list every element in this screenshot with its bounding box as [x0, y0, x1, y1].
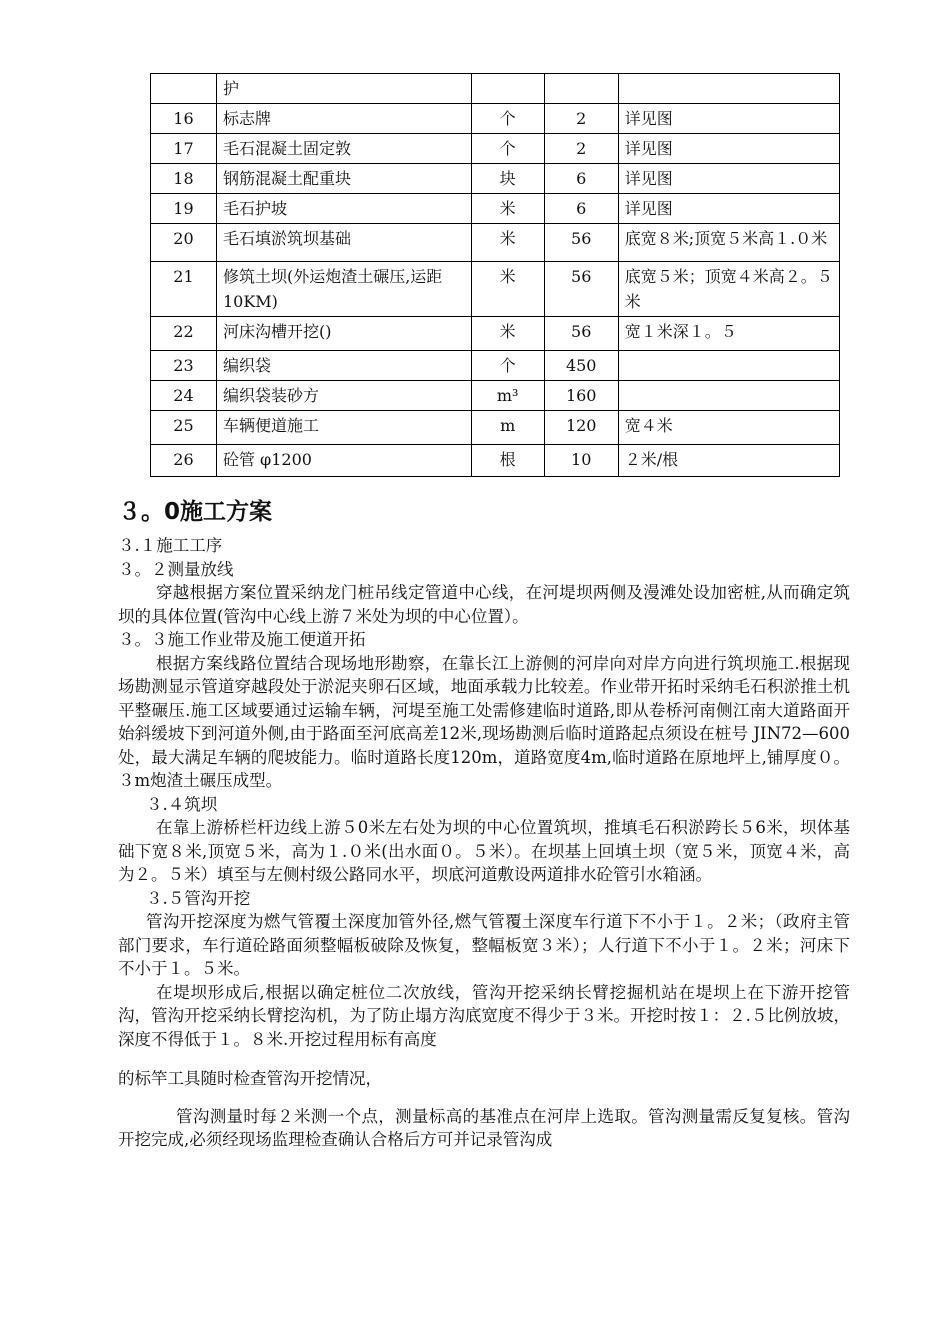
- item-quantity-cell: 6: [544, 194, 618, 224]
- item-quantity-cell: 56: [544, 317, 618, 351]
- section-3-2-title: ３。２测量放线: [118, 559, 234, 579]
- item-number-cell: 16: [151, 104, 217, 134]
- section-3-5-paragraph-1: 管沟开挖深度为燃气管覆土深度加管外径,燃气管覆土深度车行道下不小于１。２米；（政府主管部门要求，车行道砼路面须整幅板破除及恢复，整幅板宽３米）；人行道下不小于１。２米；河床下不小于１。５米。: [118, 912, 850, 978]
- item-quantity-cell: 56: [544, 262, 618, 317]
- item-unit-cell: 米: [471, 224, 544, 262]
- item-name-cell: 护: [216, 74, 471, 104]
- table-row: [151, 351, 840, 381]
- item-quantity-cell: 120: [544, 411, 618, 445]
- section-3-5-title: ３.５管沟开挖: [146, 888, 251, 908]
- materials-table-body: [151, 74, 840, 477]
- item-unit-cell: m: [471, 411, 544, 445]
- section-3-5-paragraph-2: 在堤坝形成后,根据以确定桩位二次放线，管沟开挖采纳长臂挖掘机站在堤坝上在下游开挖管沟，管沟开挖采纳长臂挖沟机，为了防止塌方沟底宽度不得少于３米。开挖时按１：２.５比例放坡，深度不得低于１。８米.开挖过程用标有高度: [118, 982, 850, 1049]
- item-note-cell: 详见图: [618, 104, 839, 134]
- item-unit-cell: 个: [471, 104, 544, 134]
- item-number-cell: [151, 74, 217, 104]
- item-note-cell: [618, 74, 839, 104]
- section-heading: ３。0施工方案: [118, 499, 273, 525]
- item-unit-cell: 根: [471, 445, 544, 477]
- item-unit-cell: [471, 74, 544, 104]
- item-unit-cell: 个: [471, 134, 544, 164]
- section-3-4-paragraph: 在靠上游桥栏杆边线上游５0米左右处为坝的中心位置筑坝，推填毛石积淤跨长５6米，坝体基础下宽８米,顶宽５米，高为１.０米(出水面０。５米）。在坝基上回填土坝（宽５米，顶宽４米，高为２。５米）填至与左侧村级公路同水平，坝底河道敷设两道排水砼管引水箱涵。: [118, 818, 850, 884]
- item-quantity-cell: 6: [544, 164, 618, 194]
- table-row: [151, 262, 840, 317]
- item-name-cell: 编织袋装砂方: [216, 381, 471, 411]
- item-number-cell: 20: [151, 224, 217, 262]
- item-number-cell: 23: [151, 351, 217, 381]
- item-unit-cell: 个: [471, 351, 544, 381]
- section-3-1-title: ３.１施工工序: [118, 536, 223, 555]
- materials-table: [150, 73, 840, 477]
- item-name-cell: 砼管 φ1200: [216, 445, 471, 477]
- item-quantity-cell: 450: [544, 351, 618, 381]
- item-unit-cell: 米: [471, 317, 544, 351]
- item-note-cell: ２米/根: [618, 445, 839, 477]
- item-note-cell: [618, 351, 839, 381]
- document-body: [118, 494, 850, 1152]
- table-row: [151, 104, 840, 134]
- section-3-3-title: ３。３施工作业带及施工便道开拓: [118, 630, 366, 649]
- table-row: [151, 381, 840, 411]
- item-unit-cell: 米: [471, 194, 544, 224]
- item-unit-cell: m³: [471, 381, 544, 411]
- item-name-cell: 毛石填淤筑坝基础: [216, 224, 471, 262]
- table-row: [151, 445, 840, 477]
- item-note-cell: 底宽５米；顶宽４米高２。５米: [618, 262, 839, 317]
- item-name-cell: 毛石护坡: [216, 194, 471, 224]
- table-row: [151, 317, 840, 351]
- item-note-cell: 详见图: [618, 134, 839, 164]
- table-row: [151, 164, 840, 194]
- item-number-cell: 22: [151, 317, 217, 351]
- item-quantity-cell: 2: [544, 104, 618, 134]
- item-unit-cell: 米: [471, 262, 544, 317]
- item-number-cell: 18: [151, 164, 217, 194]
- item-name-cell: 标志牌: [216, 104, 471, 134]
- item-note-cell: 底宽８米;顶宽５米高１.０米: [618, 224, 839, 262]
- item-note-cell: 宽１米深１。５: [618, 317, 839, 351]
- item-name-cell: 车辆便道施工: [216, 411, 471, 445]
- item-quantity-cell: 56: [544, 224, 618, 262]
- item-name-cell: 河床沟槽开挖(): [216, 317, 471, 351]
- item-number-cell: 26: [151, 445, 217, 477]
- item-note-cell: 宽４米: [618, 411, 839, 445]
- section-3-5-paragraph-4: 管沟测量时每２米测一个点，测量标高的基准点在河岸上选取。管沟测量需反复复核。管沟开挖完成,必须经现场监理检查确认合格后方可并记录管沟成: [118, 1106, 850, 1149]
- section-3-4-title: ３.４筑坝: [146, 794, 218, 814]
- table-row: [151, 224, 840, 262]
- item-note-cell: [618, 381, 839, 411]
- table-row: [151, 134, 840, 164]
- item-number-cell: 17: [151, 134, 217, 164]
- item-quantity-cell: [544, 74, 618, 104]
- item-number-cell: 24: [151, 381, 217, 411]
- item-quantity-cell: 10: [544, 445, 618, 477]
- table-row: [151, 411, 840, 445]
- item-quantity-cell: 2: [544, 134, 618, 164]
- table-row: [151, 194, 840, 224]
- item-name-cell: 钢筋混凝土配重块: [216, 164, 471, 194]
- item-number-cell: 25: [151, 411, 217, 445]
- item-number-cell: 21: [151, 262, 217, 317]
- item-name-cell: 毛石混凝土固定敦: [216, 134, 471, 164]
- item-name-cell: 修筑土坝(外运炮渣土碾压,运距10KM): [216, 262, 471, 317]
- item-note-cell: 详见图: [618, 194, 839, 224]
- item-quantity-cell: 160: [544, 381, 618, 411]
- section-3-5-paragraph-3: 的标竿工具随时检查管沟开挖情况，: [118, 1069, 382, 1088]
- item-unit-cell: 块: [471, 164, 544, 194]
- table-row: [151, 74, 840, 104]
- section-3-2-paragraph: 穿越根据方案位置采纳龙门桩吊线定管道中心线，在河堤坝两侧及漫滩处设加密桩,从而确定筑坝的具体位置(管沟中心线上游７米处为坝的中心位置）。: [118, 583, 850, 626]
- item-number-cell: 19: [151, 194, 217, 224]
- item-note-cell: 详见图: [618, 164, 839, 194]
- section-3-3-paragraph: 根据方案线路位置结合现场地形勘察，在靠长江上游侧的河岸向对岸方向进行筑坝施工.根据现场勘测显示管道穿越段处于淤泥夹卵石区域，地面承载力比较差。作业带开拓时采纳毛石积淤推土机平整碾压.施工区域要通过运输车辆，河堤至施工处需修建临时道路,即从卷桥河南侧江南大道路面开始斜缓坡下到河道外侧,由于路面至河底高差12米,现场勘测后临时道路起点须设在桩号 JIN72—600处，最大满足车辆的爬坡能力。临时道路长度120m，道路宽度4m,临时道路在原地坪上,铺厚度０。３m炮渣土碾压成型。: [118, 653, 850, 790]
- item-name-cell: 编织袋: [216, 351, 471, 381]
